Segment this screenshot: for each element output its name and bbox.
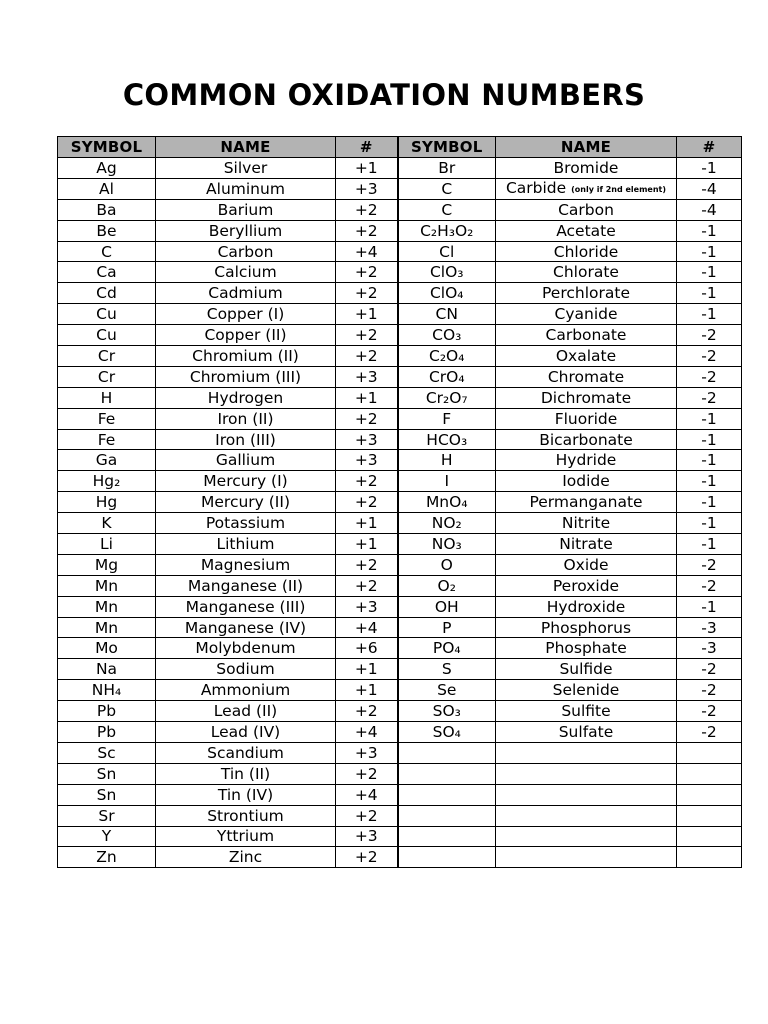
symbol-cell: Br	[398, 157, 496, 178]
name-cell	[496, 429, 677, 450]
table-row	[58, 596, 742, 617]
symbol-cell: CrO₄	[398, 366, 496, 387]
symbol-cell: ClO₄	[398, 283, 496, 304]
symbol-cell: Be	[58, 220, 156, 241]
table-row	[58, 471, 742, 492]
name-cell	[496, 554, 677, 575]
symbol-cell: C	[58, 241, 156, 262]
symbol-cell: Sc	[58, 742, 156, 763]
oxidation-number-cell: +1	[336, 513, 398, 534]
ion-name: Chromate	[547, 367, 625, 386]
header-symbol-right: SYMBOL	[398, 137, 496, 158]
symbol-cell: Zn	[58, 847, 156, 868]
ion-name: Nitrite	[561, 514, 611, 533]
symbol-cell: Pb	[58, 701, 156, 722]
name-cell	[496, 701, 677, 722]
empty-cell	[398, 847, 496, 868]
symbol-cell: Hg₂	[58, 471, 156, 492]
ion-name: Permanganate	[529, 493, 643, 512]
symbol-cell: Ca	[58, 262, 156, 283]
name-cell: Carbon	[156, 241, 336, 262]
oxidation-number-cell: +1	[336, 659, 398, 680]
table-row	[58, 847, 742, 868]
oxidation-number-cell: -2	[677, 387, 742, 408]
oxidation-number-cell: +2	[336, 199, 398, 220]
oxidation-number-cell: +3	[336, 596, 398, 617]
symbol-cell: Cr₂O₇	[398, 387, 496, 408]
name-cell: Lead (II)	[156, 701, 336, 722]
name-cell	[496, 680, 677, 701]
oxidation-number-cell: +1	[336, 387, 398, 408]
ion-name: Chloride	[553, 242, 619, 261]
symbol-cell: Sn	[58, 763, 156, 784]
ion-name: Cyanide	[554, 305, 618, 324]
ion-name: Fluoride	[554, 409, 618, 428]
ion-name: Carbonate	[545, 326, 627, 345]
table-header-row	[58, 137, 742, 158]
name-cell: Lithium	[156, 534, 336, 555]
empty-cell	[496, 784, 677, 805]
oxidation-number-cell: -1	[677, 429, 742, 450]
name-cell: Lead (IV)	[156, 722, 336, 743]
name-cell	[496, 659, 677, 680]
table-row	[58, 157, 742, 178]
oxidation-number-cell: -2	[677, 680, 742, 701]
oxidation-number-cell: -2	[677, 575, 742, 596]
symbol-cell: Cu	[58, 325, 156, 346]
ion-name: Carbon	[558, 200, 614, 219]
table-row	[58, 575, 742, 596]
header-name-left: NAME	[156, 137, 336, 158]
name-cell: Potassium	[156, 513, 336, 534]
symbol-cell: C	[398, 178, 496, 199]
oxidation-number-cell: -1	[677, 241, 742, 262]
symbol-cell: Cl	[398, 241, 496, 262]
ion-name: Iodide	[562, 472, 610, 491]
ion-name: Sulfite	[561, 702, 611, 721]
symbol-cell: Pb	[58, 722, 156, 743]
symbol-cell: H	[398, 450, 496, 471]
name-cell	[496, 366, 677, 387]
table-row	[58, 805, 742, 826]
oxidation-number-cell: +2	[336, 471, 398, 492]
oxidation-number-cell: +2	[336, 492, 398, 513]
oxidation-number-cell: -3	[677, 638, 742, 659]
table-row	[58, 763, 742, 784]
name-cell	[496, 471, 677, 492]
oxidation-number-cell: -2	[677, 701, 742, 722]
oxidation-number-cell: +3	[336, 742, 398, 763]
symbol-cell: CO₃	[398, 325, 496, 346]
empty-cell	[398, 805, 496, 826]
name-cell	[496, 408, 677, 429]
name-cell: Mercury (I)	[156, 471, 336, 492]
oxidation-number-cell: +2	[336, 847, 398, 868]
oxidation-number-cell: -1	[677, 471, 742, 492]
name-cell: Silver	[156, 157, 336, 178]
name-cell: Molybdenum	[156, 638, 336, 659]
symbol-cell: Fe	[58, 408, 156, 429]
oxidation-number-cell: -2	[677, 722, 742, 743]
name-cell	[496, 513, 677, 534]
ion-name: Oxalate	[555, 346, 617, 365]
oxidation-number-cell: +2	[336, 701, 398, 722]
page-title: COMMON OXIDATION NUMBERS	[122, 78, 646, 112]
symbol-cell: Ga	[58, 450, 156, 471]
name-cell: Copper (I)	[156, 304, 336, 325]
ion-name: Selenide	[552, 681, 620, 700]
symbol-cell: ClO₃	[398, 262, 496, 283]
oxidation-number-cell: +3	[336, 366, 398, 387]
table-row	[58, 742, 742, 763]
name-cell: Beryllium	[156, 220, 336, 241]
name-cell	[496, 304, 677, 325]
oxidation-number-cell: -2	[677, 659, 742, 680]
name-cell	[496, 199, 677, 220]
symbol-cell: C	[398, 199, 496, 220]
symbol-cell: SO₄	[398, 722, 496, 743]
header-name-right: NAME	[496, 137, 677, 158]
symbol-cell: Fe	[58, 429, 156, 450]
name-cell: Gallium	[156, 450, 336, 471]
oxidation-number-cell: -4	[677, 178, 742, 199]
name-cell: Tin (IV)	[156, 784, 336, 805]
ion-name: Chlorate	[553, 263, 619, 282]
table-row	[58, 784, 742, 805]
name-cell: Tin (II)	[156, 763, 336, 784]
name-cell	[496, 178, 677, 199]
symbol-cell: O	[398, 554, 496, 575]
oxidation-number-cell: -1	[677, 304, 742, 325]
name-cell	[496, 617, 677, 638]
symbol-cell: NO₂	[398, 513, 496, 534]
ion-name: Bicarbonate	[539, 430, 633, 449]
oxidation-number-cell: +4	[336, 784, 398, 805]
table-row	[58, 283, 742, 304]
symbol-cell: Li	[58, 534, 156, 555]
table-row	[58, 680, 742, 701]
oxidation-number-cell: +3	[336, 178, 398, 199]
oxidation-number-cell: -2	[677, 346, 742, 367]
ion-name: Acetate	[556, 221, 616, 240]
name-cell: Aluminum	[156, 178, 336, 199]
name-cell: Sodium	[156, 659, 336, 680]
name-cell: Manganese (IV)	[156, 617, 336, 638]
symbol-cell: Na	[58, 659, 156, 680]
oxidation-number-cell: -2	[677, 554, 742, 575]
table-row	[58, 387, 742, 408]
oxidation-number-cell: +2	[336, 346, 398, 367]
ion-name: Dichromate	[540, 388, 632, 407]
symbol-cell: S	[398, 659, 496, 680]
oxidation-number-cell: -1	[677, 220, 742, 241]
name-cell: Chromium (III)	[156, 366, 336, 387]
name-cell: Calcium	[156, 262, 336, 283]
oxidation-number-cell: -2	[677, 366, 742, 387]
header-symbol-left: SYMBOL	[58, 137, 156, 158]
ion-name: Phosphorus	[540, 618, 632, 637]
name-cell	[496, 575, 677, 596]
ion-name: Hydroxide	[546, 597, 626, 616]
symbol-cell: I	[398, 471, 496, 492]
name-cell	[496, 638, 677, 659]
name-cell	[496, 346, 677, 367]
symbol-cell: Sn	[58, 784, 156, 805]
table-body	[58, 157, 742, 867]
table-row	[58, 534, 742, 555]
oxidation-number-cell: -1	[677, 513, 742, 534]
name-cell: Chromium (II)	[156, 346, 336, 367]
oxidation-number-cell: -2	[677, 325, 742, 346]
symbol-cell: Al	[58, 178, 156, 199]
name-cell: Mercury (II)	[156, 492, 336, 513]
oxidation-number-cell: +4	[336, 722, 398, 743]
oxidation-number-cell: -1	[677, 157, 742, 178]
header-number-left: #	[336, 137, 398, 158]
name-cell: Cadmium	[156, 283, 336, 304]
symbol-cell: OH	[398, 596, 496, 617]
table-row	[58, 638, 742, 659]
oxidation-number-cell: -1	[677, 492, 742, 513]
symbol-cell: NH₄	[58, 680, 156, 701]
oxidation-number-cell: -1	[677, 408, 742, 429]
name-cell	[496, 534, 677, 555]
name-cell: Ammonium	[156, 680, 336, 701]
symbol-cell: Ba	[58, 199, 156, 220]
name-cell: Manganese (III)	[156, 596, 336, 617]
name-cell	[496, 262, 677, 283]
name-cell: Hydrogen	[156, 387, 336, 408]
ion-name: Hydride	[555, 451, 617, 470]
symbol-cell: Cu	[58, 304, 156, 325]
table-row	[58, 722, 742, 743]
ion-name: Nitrate	[559, 534, 613, 553]
footnote-qualifier: (only if 2nd element)	[571, 184, 667, 194]
name-cell: Barium	[156, 199, 336, 220]
symbol-cell: Mg	[58, 554, 156, 575]
name-cell	[496, 157, 677, 178]
oxidation-number-cell: +4	[336, 241, 398, 262]
name-cell: Iron (II)	[156, 408, 336, 429]
name-cell: Zinc	[156, 847, 336, 868]
symbol-cell: H	[58, 387, 156, 408]
oxidation-number-cell: +2	[336, 408, 398, 429]
table-row	[58, 659, 742, 680]
symbol-cell: Mo	[58, 638, 156, 659]
table-row	[58, 178, 742, 199]
oxidation-number-cell: +1	[336, 680, 398, 701]
name-cell: Manganese (II)	[156, 575, 336, 596]
symbol-cell: Mn	[58, 596, 156, 617]
table-row	[58, 826, 742, 847]
table-row	[58, 346, 742, 367]
empty-cell	[677, 784, 742, 805]
ion-name: Phosphate	[545, 639, 627, 658]
table-row	[58, 701, 742, 722]
oxidation-number-cell: +2	[336, 763, 398, 784]
oxidation-number-cell: +1	[336, 157, 398, 178]
ion-name: Sulfate	[558, 722, 614, 741]
oxidation-number-cell: +2	[336, 325, 398, 346]
symbol-cell: Sr	[58, 805, 156, 826]
name-cell: Scandium	[156, 742, 336, 763]
name-cell	[496, 220, 677, 241]
oxidation-number-cell: +6	[336, 638, 398, 659]
oxidation-numbers-table	[57, 136, 742, 868]
empty-cell	[398, 826, 496, 847]
symbol-cell: Cr	[58, 346, 156, 367]
oxidation-number-cell: +3	[336, 450, 398, 471]
symbol-cell: P	[398, 617, 496, 638]
oxidation-number-cell: -4	[677, 199, 742, 220]
table-row	[58, 220, 742, 241]
name-cell: Strontium	[156, 805, 336, 826]
oxidation-number-cell: +2	[336, 220, 398, 241]
empty-cell	[496, 742, 677, 763]
oxidation-number-cell: -1	[677, 596, 742, 617]
name-cell	[496, 492, 677, 513]
table-row	[58, 554, 742, 575]
symbol-cell: K	[58, 513, 156, 534]
table-row	[58, 262, 742, 283]
oxidation-number-cell: -1	[677, 534, 742, 555]
name-cell	[496, 450, 677, 471]
oxidation-number-cell: -1	[677, 262, 742, 283]
symbol-cell: NO₃	[398, 534, 496, 555]
symbol-cell: SO₃	[398, 701, 496, 722]
empty-cell	[496, 826, 677, 847]
table-row	[58, 429, 742, 450]
table-row	[58, 513, 742, 534]
oxidation-number-cell: -1	[677, 450, 742, 471]
ion-name: Oxide	[563, 555, 609, 574]
empty-cell	[677, 763, 742, 784]
symbol-cell: MnO₄	[398, 492, 496, 513]
empty-cell	[677, 742, 742, 763]
oxidation-number-cell: -1	[677, 283, 742, 304]
symbol-cell: Ag	[58, 157, 156, 178]
oxidation-number-cell: +2	[336, 805, 398, 826]
name-cell	[496, 596, 677, 617]
name-cell	[496, 325, 677, 346]
empty-cell	[677, 805, 742, 826]
oxidation-number-cell: +1	[336, 304, 398, 325]
oxidation-number-cell: -3	[677, 617, 742, 638]
table-row	[58, 241, 742, 262]
oxidation-number-cell: +3	[336, 826, 398, 847]
oxidation-number-cell: +1	[336, 534, 398, 555]
symbol-cell: Cr	[58, 366, 156, 387]
table-row	[58, 492, 742, 513]
table-row	[58, 325, 742, 346]
ion-name: Sulfide	[559, 660, 613, 679]
empty-cell	[398, 784, 496, 805]
table-row	[58, 617, 742, 638]
empty-cell	[496, 805, 677, 826]
symbol-cell: Hg	[58, 492, 156, 513]
table-row	[58, 199, 742, 220]
ion-name: Bromide	[553, 158, 619, 177]
symbol-cell: Se	[398, 680, 496, 701]
name-cell: Iron (III)	[156, 429, 336, 450]
ion-name: Peroxide	[552, 576, 620, 595]
oxidation-number-cell: +2	[336, 262, 398, 283]
name-cell: Magnesium	[156, 554, 336, 575]
symbol-cell: C₂H₃O₂	[398, 220, 496, 241]
symbol-cell: Mn	[58, 617, 156, 638]
symbol-cell: O₂	[398, 575, 496, 596]
symbol-cell: Y	[58, 826, 156, 847]
table-row	[58, 304, 742, 325]
table-row	[58, 366, 742, 387]
symbol-cell: PO₄	[398, 638, 496, 659]
empty-cell	[677, 847, 742, 868]
ion-name: Carbide	[505, 178, 567, 197]
empty-cell	[398, 763, 496, 784]
oxidation-number-cell: +2	[336, 554, 398, 575]
symbol-cell: F	[398, 408, 496, 429]
name-cell	[496, 387, 677, 408]
name-cell	[496, 283, 677, 304]
symbol-cell: Cd	[58, 283, 156, 304]
symbol-cell: Mn	[58, 575, 156, 596]
symbol-cell: HCO₃	[398, 429, 496, 450]
empty-cell	[398, 742, 496, 763]
name-cell	[496, 722, 677, 743]
name-cell	[496, 241, 677, 262]
oxidation-number-cell: +2	[336, 575, 398, 596]
oxidation-number-cell: +2	[336, 283, 398, 304]
oxidation-number-cell: +4	[336, 617, 398, 638]
table-row	[58, 450, 742, 471]
empty-cell	[677, 826, 742, 847]
header-number-right: #	[677, 137, 742, 158]
name-cell: Yttrium	[156, 826, 336, 847]
symbol-cell: C₂O₄	[398, 346, 496, 367]
name-cell: Copper (II)	[156, 325, 336, 346]
oxidation-number-cell: +3	[336, 429, 398, 450]
empty-cell	[496, 847, 677, 868]
table-row	[58, 408, 742, 429]
ion-name: Perchlorate	[542, 284, 630, 303]
symbol-cell: CN	[398, 304, 496, 325]
empty-cell	[496, 763, 677, 784]
